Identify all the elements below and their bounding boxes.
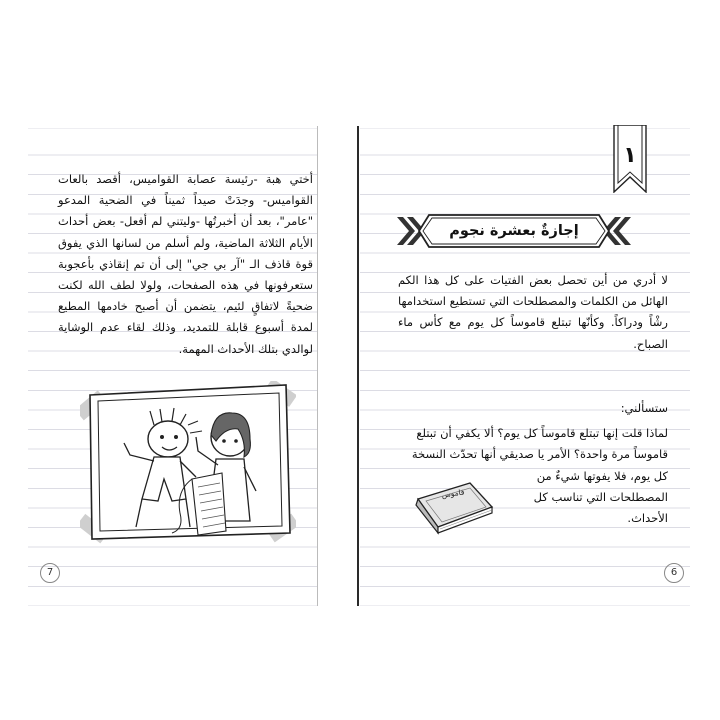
left-paragraph: أختي هبة -رئيسة عصابة القواميس، أقصد بالعات القواميس- وجدَتْ صيداً ثميناً في الضحية المدعو "عامر"، بعد أن أخبرتُها -وليتني لم أفعل- بعض أحداث الأيام الثلاثة الماضية، ولم أسلم من لسانها الذي يفوق قوة قاذف الـ "آر بي جي" إلى أن تم إنقاذي بأعجوبة ستعرفونها في هذه الصفحات، ولولا لطف الله لكنت ضحيةً لاتفاقٍ لئيم، يتضمن أن أصبح خادمها المطيع لمدة أسبوع قابلة للتمديد، وذلك لقاء عدم الوشاية لوالدي بتلك الأحداث المهمة. [58, 172, 313, 356]
left-page-edge [317, 126, 318, 606]
question-line-2: قاموساً مرة واحدة؟ الأمر يا صديقي أنها تحدّث النسخة [411, 447, 668, 462]
left-page-text [58, 169, 313, 360]
chapter-banner [395, 213, 633, 249]
question-line-3: كل يوم، فلا يفوتها شيءٌ من [536, 468, 668, 483]
chapter-title: إجازةٌ بعشرة نجوم [449, 223, 579, 239]
question-line-4: المصطلحات التي تناسب كل [533, 489, 668, 504]
right-intro-text [398, 270, 668, 355]
sibling-illustration [80, 381, 296, 545]
question-line-1: لماذا قلت إنها تبتلع قاموساً كل يوم؟ ألا يكفي أن تبتلع [416, 426, 668, 441]
intro-paragraph: لا أدري من أين تحصل بعض الفتيات على كل هذا الكم الهائل من الكلمات والمصطلحات التي تستطيع استخدامها رشْاً ودراكاً. وكأنّها تبتلع قاموساً كل يوم مع كأس ماء الصباح. [398, 273, 668, 351]
question-heading: ستسألني: [620, 401, 668, 415]
question-line-5: الأحداث. [627, 511, 668, 526]
page-number-right: 6 [664, 563, 684, 583]
chapter-number: ١ [623, 143, 637, 168]
dictionary-label: قاموس [441, 487, 465, 500]
page-number-left: 7 [40, 563, 60, 583]
book-spine [357, 126, 359, 606]
chapter-ribbon [613, 125, 647, 193]
dictionary-book-icon [408, 477, 494, 537]
